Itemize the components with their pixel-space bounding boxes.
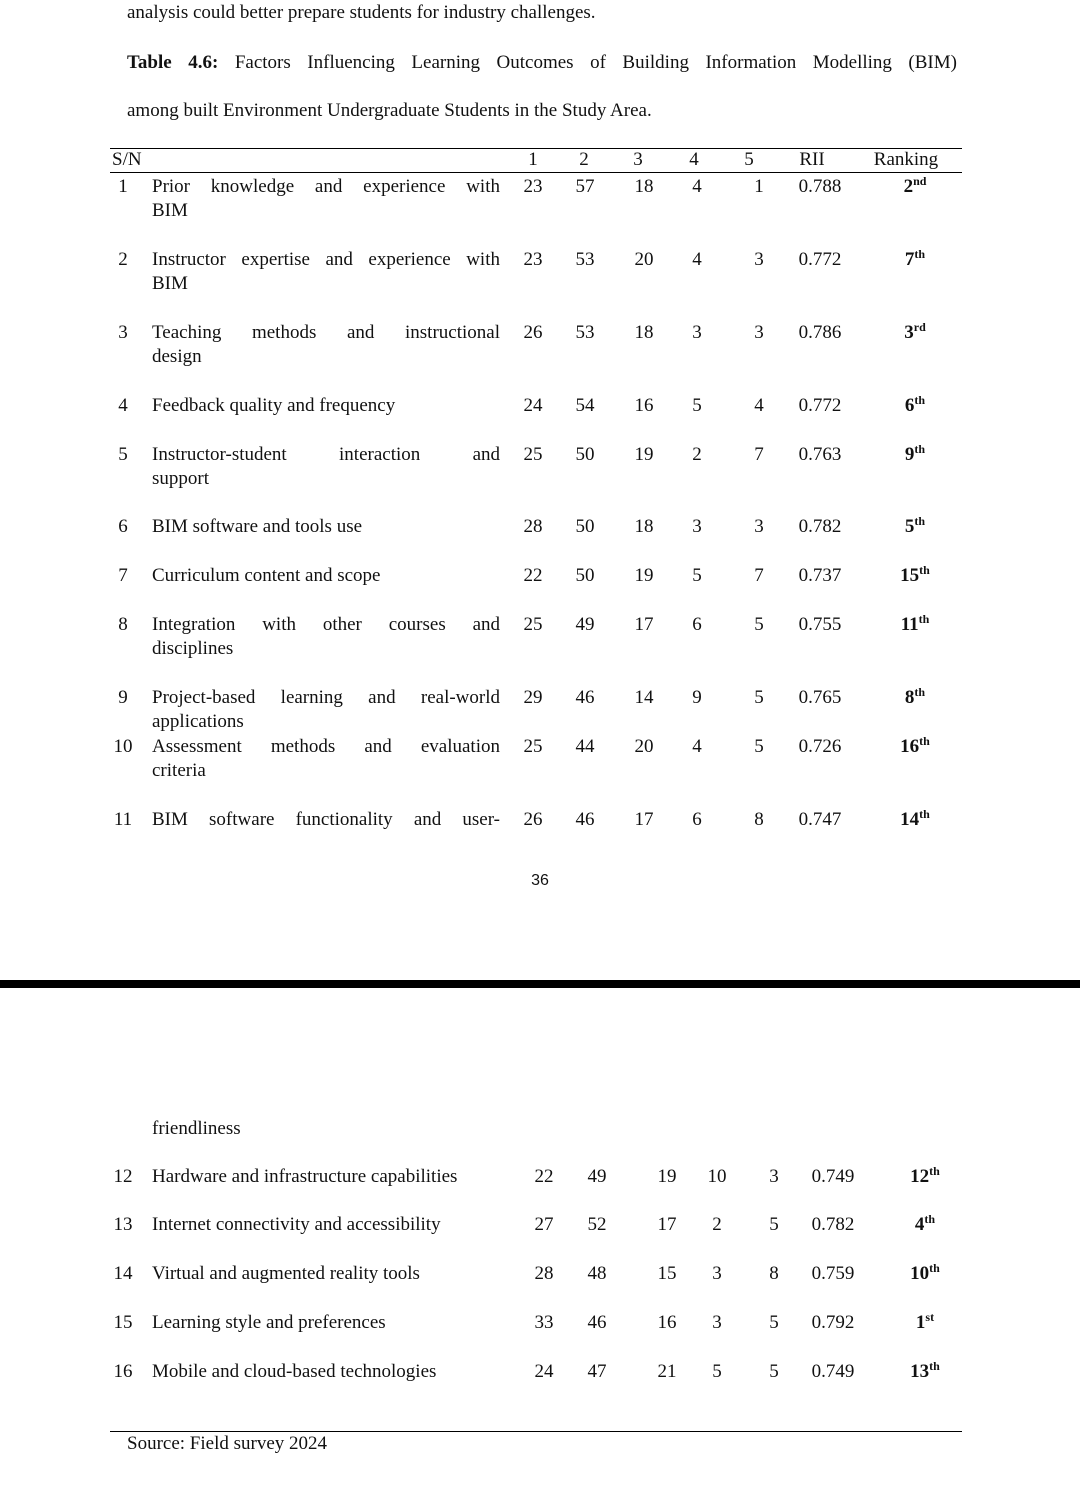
likert-count: 46: [575, 809, 595, 830]
factor-label-line: BIM: [152, 273, 188, 294]
likert-count: 2: [712, 1214, 722, 1235]
ranking-number: 15: [900, 565, 920, 586]
likert-count: 25: [523, 444, 543, 465]
likert-count: 19: [657, 1166, 677, 1187]
likert-count: 3: [754, 322, 764, 343]
likert-count: 49: [587, 1166, 607, 1187]
factor-label: [152, 735, 500, 783]
likert-count: 18: [634, 322, 654, 343]
column-header: 2: [579, 149, 589, 170]
ranking: [890, 1311, 960, 1335]
factor-label: [152, 175, 500, 223]
factor-label-line: Curriculum content and scope: [152, 565, 381, 586]
rii-value: 0.782: [811, 1214, 855, 1235]
likert-count: 49: [575, 614, 595, 635]
rii-value: 0.747: [798, 809, 842, 830]
row-number: 2: [118, 249, 128, 270]
likert-count: 17: [657, 1214, 677, 1235]
ranking: [880, 808, 950, 832]
likert-count: 48: [587, 1263, 607, 1284]
ranking-number: 5: [904, 516, 915, 537]
likert-count: 16: [657, 1312, 677, 1333]
likert-count: 29: [523, 687, 543, 708]
likert-count: 5: [754, 614, 764, 635]
ranking-suffix: th: [914, 442, 926, 456]
likert-count: 17: [634, 809, 654, 830]
likert-count: 14: [634, 687, 654, 708]
factor-label-line: BIM software and tools use: [152, 516, 363, 537]
ranking: [880, 175, 950, 199]
factor-label-line: BIM software functionality and user-: [152, 809, 500, 830]
likert-count: 5: [769, 1361, 779, 1382]
likert-count: 54: [575, 395, 595, 416]
likert-count: 27: [534, 1214, 554, 1235]
likert-count: 50: [575, 516, 595, 537]
ranking-number: 16: [900, 736, 920, 757]
ranking-suffix: th: [929, 1261, 940, 1275]
likert-count: 3: [754, 249, 764, 270]
ranking: [890, 1165, 960, 1189]
rii-value: 0.749: [811, 1166, 855, 1187]
factor-label: [152, 321, 500, 369]
likert-count: 26: [523, 809, 543, 830]
ranking-number: 9: [904, 444, 915, 465]
ranking: [880, 735, 950, 759]
rii-value: 0.759: [811, 1263, 855, 1284]
ranking: [890, 1360, 960, 1384]
row-number: 16: [113, 1361, 133, 1382]
ranking-number: 12: [910, 1166, 930, 1187]
ranking-suffix: th: [914, 685, 926, 699]
ranking: [880, 613, 950, 637]
likert-count: 5: [769, 1312, 779, 1333]
factor-label-line: Project-based learning and real-world: [152, 687, 500, 708]
likert-count: 3: [692, 516, 702, 537]
factor-label: [152, 1165, 500, 1189]
likert-count: 18: [634, 176, 654, 197]
ranking-suffix: th: [914, 393, 926, 407]
likert-count: 3: [712, 1312, 722, 1333]
ranking-suffix: th: [919, 563, 930, 577]
factor-label-line: Instructor-student interaction and: [152, 444, 500, 465]
ranking-number: 13: [910, 1361, 930, 1382]
likert-count: 19: [634, 444, 654, 465]
ranking-suffix: st: [925, 1310, 935, 1324]
factor-label-line: Internet connectivity and accessibility: [152, 1214, 441, 1235]
column-header: 4: [689, 149, 699, 170]
likert-count: 23: [523, 176, 543, 197]
factor-label-line: Feedback quality and frequency: [152, 395, 396, 416]
column-header: S/N: [112, 149, 142, 170]
likert-count: 52: [587, 1214, 607, 1235]
ranking: [880, 443, 950, 467]
rii-value: 0.726: [798, 736, 842, 757]
ranking-suffix: th: [914, 247, 926, 261]
factor-label-line: Assessment methods and evaluation: [152, 736, 500, 757]
factor-label: [152, 1360, 500, 1384]
likert-count: 23: [523, 249, 543, 270]
factor-label: [152, 1117, 500, 1141]
rii-value: 0.749: [811, 1361, 855, 1382]
intro-paragraph: analysis could better prepare students for industry challenges.: [127, 2, 596, 23]
likert-count: 18: [634, 516, 654, 537]
ranking-number: 10: [910, 1263, 930, 1284]
ranking-suffix: th: [914, 514, 926, 528]
rii-value: 0.755: [798, 614, 842, 635]
factor-label: [152, 1262, 500, 1286]
factor-label: [152, 564, 500, 588]
factor-label-line: Virtual and augmented reality tools: [152, 1263, 420, 1284]
likert-count: 2: [692, 444, 702, 465]
likert-count: 10: [707, 1166, 727, 1187]
likert-count: 4: [692, 249, 702, 270]
ranking-suffix: nd: [913, 174, 927, 188]
likert-count: 9: [692, 687, 702, 708]
likert-count: 3: [754, 516, 764, 537]
likert-count: 15: [657, 1263, 677, 1284]
likert-count: 17: [634, 614, 654, 635]
likert-count: 4: [692, 736, 702, 757]
likert-count: 7: [754, 565, 764, 586]
likert-count: 22: [523, 565, 543, 586]
likert-count: 33: [534, 1312, 554, 1333]
ranking-number: 7: [904, 249, 915, 270]
table-caption: [127, 50, 957, 146]
factor-label-line: Teaching methods and instructional: [152, 322, 500, 343]
likert-count: 20: [634, 249, 654, 270]
factor-label: [152, 686, 500, 734]
likert-count: 5: [712, 1361, 722, 1382]
likert-count: 25: [523, 614, 543, 635]
factor-label-line: disciplines: [152, 638, 234, 659]
rii-value: 0.772: [798, 249, 842, 270]
ranking-number: 11: [900, 614, 919, 635]
likert-count: 47: [587, 1361, 607, 1382]
row-number: 7: [118, 565, 128, 586]
factor-label: [152, 443, 500, 491]
ranking-number: 8: [904, 687, 915, 708]
row-number: 5: [118, 444, 128, 465]
likert-count: 57: [575, 176, 595, 197]
ranking: [880, 394, 950, 418]
ranking-number: 14: [900, 809, 920, 830]
likert-count: 28: [523, 516, 543, 537]
likert-count: 3: [692, 322, 702, 343]
page-number: 36: [531, 872, 549, 889]
factor-label: [152, 1213, 500, 1237]
factor-label: [152, 515, 500, 539]
ranking-suffix: th: [929, 1359, 940, 1373]
factor-label-line: Learning style and preferences: [152, 1312, 386, 1333]
ranking: [880, 248, 950, 272]
ranking-suffix: th: [924, 1212, 936, 1226]
factor-label-line: support: [152, 468, 209, 489]
factor-label: [152, 1311, 500, 1335]
ranking-number: 2: [903, 176, 914, 197]
column-header: 1: [528, 149, 538, 170]
likert-count: 25: [523, 736, 543, 757]
likert-count: 53: [575, 322, 595, 343]
row-number: 6: [118, 516, 128, 537]
factor-label: [152, 808, 500, 832]
ranking: [880, 321, 950, 345]
rii-value: 0.765: [798, 687, 842, 708]
likert-count: 44: [575, 736, 595, 757]
factor-label-line: Mobile and cloud-based technologies: [152, 1361, 437, 1382]
likert-count: 7: [754, 444, 764, 465]
rii-value: 0.788: [798, 176, 842, 197]
factor-label: [152, 394, 500, 418]
factor-label-line: design: [152, 346, 202, 367]
likert-count: 4: [754, 395, 764, 416]
factor-label-line: Prior knowledge and experience with: [152, 176, 500, 197]
row-number: 12: [113, 1166, 133, 1187]
factor-label-line: BIM: [152, 200, 188, 221]
ranking-suffix: th: [918, 612, 930, 626]
caption-line-2: among built Environment Undergraduate Students in the Study Area.: [127, 100, 652, 121]
likert-count: 8: [754, 809, 764, 830]
row-number: 15: [113, 1312, 133, 1333]
caption-line-1: Factors Influencing Learning Outcomes of Building Information Modelling (BIM): [234, 52, 957, 73]
likert-count: 50: [575, 444, 595, 465]
likert-count: 3: [712, 1263, 722, 1284]
likert-count: 5: [692, 565, 702, 586]
row-number: 3: [118, 322, 128, 343]
ranking-number: 6: [904, 395, 915, 416]
row-number: 11: [113, 809, 133, 830]
likert-count: 6: [692, 809, 702, 830]
ranking-number: 4: [914, 1214, 925, 1235]
ranking-suffix: th: [919, 807, 930, 821]
row-number: 10: [113, 736, 133, 757]
row-number: 4: [118, 395, 128, 416]
likert-count: 24: [534, 1361, 554, 1382]
likert-count: 3: [769, 1166, 779, 1187]
rii-value: 0.792: [811, 1312, 855, 1333]
table-header-rule: [110, 172, 962, 173]
ranking-suffix: rd: [913, 320, 926, 334]
source-note: Source: Field survey 2024: [127, 1433, 328, 1454]
row-number: 8: [118, 614, 128, 635]
likert-count: 5: [692, 395, 702, 416]
factor-label-line: friendliness: [152, 1118, 241, 1139]
likert-count: 5: [754, 736, 764, 757]
ranking: [880, 515, 950, 539]
likert-count: 8: [769, 1263, 779, 1284]
row-number: 1: [118, 176, 128, 197]
likert-count: 46: [587, 1312, 607, 1333]
factor-label-line: criteria: [152, 760, 206, 781]
ranking: [890, 1213, 960, 1237]
factor-label-line: Hardware and infrastructure capabilities: [152, 1166, 458, 1187]
column-header: Ranking: [873, 149, 939, 170]
factor-label-line: Integration with other courses and: [152, 614, 500, 635]
factor-label-line: applications: [152, 711, 244, 732]
likert-count: 5: [769, 1214, 779, 1235]
rii-value: 0.786: [798, 322, 842, 343]
ranking-suffix: th: [919, 734, 930, 748]
factor-label: [152, 613, 500, 661]
likert-count: 4: [692, 176, 702, 197]
rii-value: 0.772: [798, 395, 842, 416]
column-header: RII: [799, 149, 825, 170]
ranking: [880, 686, 950, 710]
ranking: [880, 564, 950, 588]
likert-count: 53: [575, 249, 595, 270]
row-number: 13: [113, 1214, 133, 1235]
ranking-number: 3: [904, 322, 914, 343]
table-label: Table 4.6:: [127, 52, 219, 73]
likert-count: 50: [575, 565, 595, 586]
likert-count: 28: [534, 1263, 554, 1284]
rii-value: 0.737: [798, 565, 842, 586]
rii-value: 0.782: [798, 516, 842, 537]
likert-count: 24: [523, 395, 543, 416]
rii-value: 0.763: [798, 444, 842, 465]
ranking-suffix: th: [929, 1164, 940, 1178]
likert-count: 6: [692, 614, 702, 635]
likert-count: 1: [754, 176, 764, 197]
row-number: 14: [113, 1263, 133, 1284]
page-break-bar: [0, 980, 1080, 988]
factor-label: [152, 248, 500, 296]
factor-label-line: Instructor expertise and experience with: [152, 249, 500, 270]
ranking: [890, 1262, 960, 1286]
likert-count: 19: [634, 565, 654, 586]
likert-count: 16: [634, 395, 654, 416]
likert-count: 46: [575, 687, 595, 708]
likert-count: 5: [754, 687, 764, 708]
likert-count: 20: [634, 736, 654, 757]
likert-count: 26: [523, 322, 543, 343]
likert-count: 21: [657, 1361, 677, 1382]
ranking-number: 1: [915, 1312, 926, 1333]
column-header: 3: [633, 149, 643, 170]
column-header: 5: [744, 149, 754, 170]
likert-count: 22: [534, 1166, 554, 1187]
row-number: 9: [118, 687, 128, 708]
table-bottom-rule: [110, 1431, 962, 1432]
